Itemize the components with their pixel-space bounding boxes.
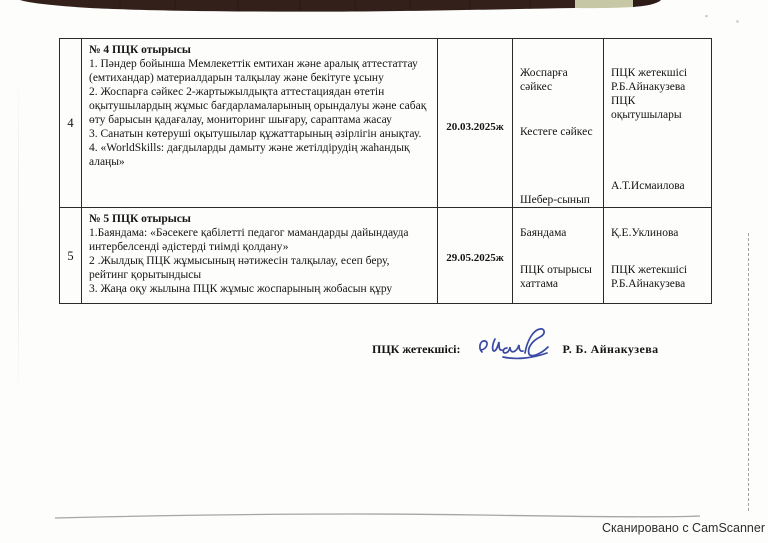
row-number-cell: [60, 39, 82, 208]
form-entry: ПЦК отырысы хаттама: [520, 264, 592, 290]
date-cell-row5: [438, 208, 513, 303]
agenda-cell-row5: [82, 208, 438, 303]
scan-speck: [705, 15, 708, 17]
form-entry: Шебер-сынып: [520, 194, 590, 206]
agenda-item: 4. «WorldSkills: дағдыларды дамыту және жетілдірудің жаһандық алаңы»: [89, 142, 410, 168]
signature-name: Р. Б. Айнакузева: [562, 341, 659, 356]
page-bottom-edge-line: [0, 508, 768, 522]
scan-speck: [736, 20, 739, 23]
agenda-item: 1.Баяндама: «Бәсекеге қабілетті педагог мамандарды дайындауда интербелсенді әдістерді тиімді қолдану»: [89, 227, 409, 253]
agenda-item: 1. Пәндер бойынша Мемлекеттік емтихан және аралық аттестаттау (емтихандар) материалдарын талқылау және бекітуге ұсыну: [89, 58, 418, 84]
agenda-item: 2 .Жылдық ПЦК жұмысының нәтижесін талқылау, есеп беру, рейтинг қорытындысы: [89, 255, 390, 281]
row-number-cell: [60, 208, 82, 303]
form-entry: Баяндама: [520, 227, 567, 239]
form-cell-row5: [513, 208, 604, 303]
meeting-date: 20.03.2025ж: [446, 121, 504, 133]
responsible-entry: ПЦК жетекшісі Р.Б.Айнакузева: [611, 264, 688, 290]
form-cell-row4: [513, 39, 604, 208]
responsible-entry: Қ.Е.Уклинова: [611, 227, 679, 239]
form-entry: Жоспарға сәйкес: [520, 67, 568, 93]
meeting-plan-table: [59, 38, 712, 304]
agenda-item: 2. Жоспарға сәйкес 2-жартыжылдықта аттестациядан өтетін оқытушылардың жұмыс бағдарламаларының орындалуы және сабақ өту барысын қадағалау, мониторинг шығару, сараптама жасау: [89, 86, 427, 126]
form-entry: Кестеге сәйкес: [520, 126, 593, 138]
row-number: 4: [67, 116, 74, 130]
agenda-item: 3. Санатын көтеруші оқытушылар құжаттарының әзірлігін анықтау.: [89, 128, 422, 140]
responsible-cell-row4: [604, 39, 711, 208]
responsible-entry: ПЦК жетекшісі Р.Б.Айнакузева ПЦК оқытушылары: [611, 67, 688, 121]
handwritten-signature-icon: [475, 326, 557, 364]
responsible-cell-row5: [604, 208, 711, 303]
agenda-item: 3. Жаңа оқу жылына ПЦК жұмыс жоспарының жобасын құру: [89, 283, 393, 295]
meeting-title: № 5 ПЦК отырысы: [89, 213, 191, 225]
desk-edge-photo-strip: [0, 0, 768, 14]
row-number: 5: [67, 248, 74, 263]
meeting-date: 29.05.2025ж: [446, 252, 504, 264]
page-edge-dotted-artifact: [748, 233, 749, 511]
agenda-cell-row4: [82, 39, 438, 208]
camscanner-watermark: Сканировано с CamScanner: [602, 521, 765, 535]
signature-line: [372, 332, 659, 366]
page-crease-artifact: [18, 70, 19, 400]
responsible-entry: А.Т.Исмаилова: [611, 180, 685, 192]
signature-label: ПЦК жетекшісі:: [372, 341, 461, 356]
date-cell-row4: [438, 39, 513, 208]
meeting-title: № 4 ПЦК отырысы: [89, 44, 191, 56]
